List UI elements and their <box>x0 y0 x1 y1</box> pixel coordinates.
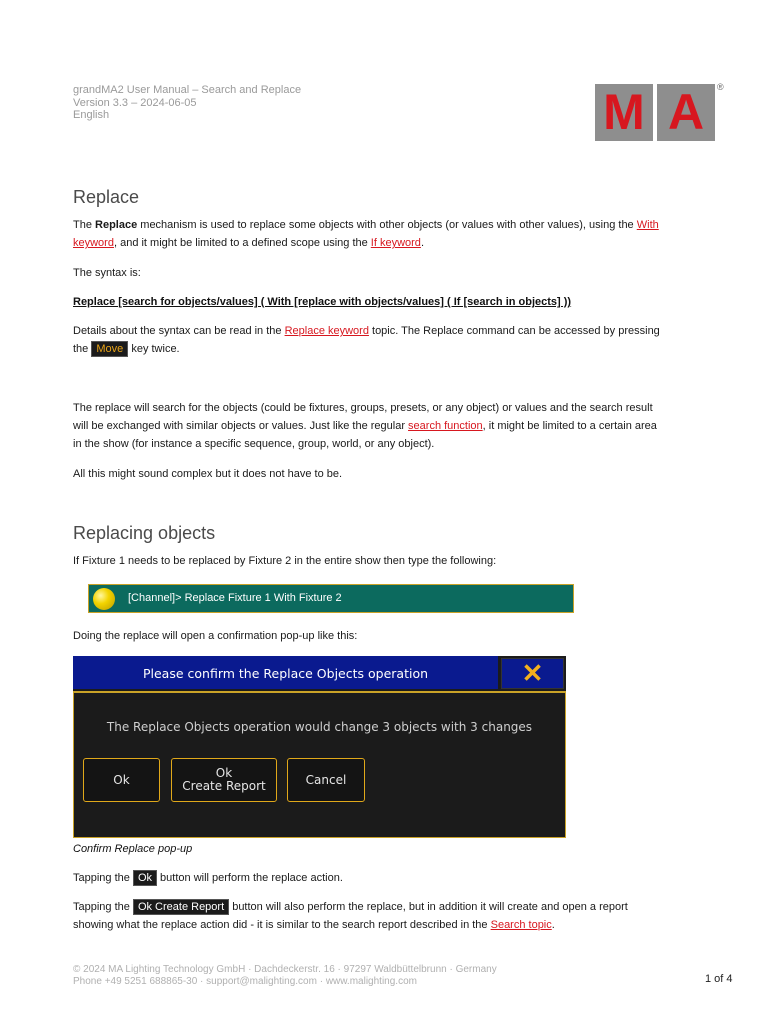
ok-report-label-2: Create Report <box>182 779 266 793</box>
text: The <box>73 219 96 231</box>
ok-key: Ok <box>133 870 157 886</box>
text: the <box>73 343 92 355</box>
popup-title: Please confirm the Replace Objects operation <box>142 666 429 681</box>
logo-letter-a: A <box>657 84 715 141</box>
figure-caption: Confirm Replace pop-up <box>73 843 193 855</box>
with-keyword-link-cont[interactable]: keyword <box>73 237 114 249</box>
popup-intro: Doing the replace will open a confirmation pop-up like this: <box>73 630 358 642</box>
ok-create-report-key: Ok Create Report <box>133 899 229 915</box>
complexity-note: All this might sound complex but it does not have to be. <box>73 468 343 480</box>
ok-report-label-1: Ok <box>215 766 233 780</box>
replace-description-paragraph <box>73 399 713 453</box>
text: key twice. <box>128 343 180 355</box>
move-key: Move <box>91 341 128 357</box>
text: button will perform the replace action. <box>157 872 343 884</box>
popup-body <box>73 691 566 838</box>
text: The replace will search for the objects (could be fixtures, groups, presets, or any object) or values and the search result <box>73 402 653 414</box>
document-footer <box>73 964 497 988</box>
text: will be exchanged with similar objects or values. Just like the regular <box>73 420 409 432</box>
cancel-button[interactable] <box>287 758 365 802</box>
footer-contact: Phone +49 5251 688865-30 · support@malighting.com · www.malighting.com <box>73 976 417 987</box>
text: mechanism is used to replace some objects with other objects (or values with other values), using the <box>137 219 637 231</box>
text: topic. The Replace command can be accessed by pressing <box>368 325 660 337</box>
text: , and it might be limited to a defined scope using the <box>113 237 371 249</box>
text: in the show (for instance a specific sequence, group, world, or any object). <box>73 438 435 450</box>
registered-mark: ® <box>717 82 724 92</box>
text: Tapping the <box>73 901 133 913</box>
footer-address: © 2024 MA Lighting Technology GmbH · Dachdeckerstr. 16 · 97297 Waldbüttelbrunn · Germany <box>73 964 497 975</box>
text: . <box>551 919 555 931</box>
header-language: English <box>73 109 110 121</box>
ok-explanation <box>73 869 343 887</box>
ok-button[interactable] <box>83 758 160 802</box>
text: Tapping the <box>73 872 133 884</box>
header-title: grandMA2 User Manual – Search and Replace <box>73 84 302 96</box>
command-line-example <box>88 584 574 613</box>
search-function-link[interactable]: search function <box>408 420 483 432</box>
syntax-details-paragraph <box>73 322 703 358</box>
cancel-label: Cancel <box>305 772 347 787</box>
with-keyword-link[interactable]: With <box>636 219 659 231</box>
ma-logo <box>595 84 716 141</box>
command-text: [Channel]> Replace Fixture 1 With Fixture 2 <box>128 592 342 604</box>
command-line-ball-icon <box>93 588 115 610</box>
ok-create-report-explanation <box>73 898 713 934</box>
logo-letter-m: M <box>595 84 653 141</box>
syntax-intro: The syntax is: <box>73 267 141 279</box>
popup-message: The Replace Objects operation would change 3 objects with 3 changes <box>106 720 533 734</box>
text: Details about the syntax can be read in the <box>73 325 285 337</box>
syntax-line: Replace [search for objects/values] ( With [replace with objects/values] ( If [search in objects] )) <box>73 296 572 308</box>
header-version: Version 3.3 – 2024-06-05 <box>73 96 197 109</box>
text: . <box>420 237 424 249</box>
section-heading-replacing-objects: Replacing objects <box>73 523 216 543</box>
document-header <box>73 84 301 122</box>
ok-label: Ok <box>113 772 130 787</box>
replacing-intro: If Fixture 1 needs to be replaced by Fixture 2 in the entire show then type the following: <box>73 555 497 567</box>
search-topic-link[interactable]: Search topic <box>490 919 552 931</box>
section-heading-replace: Replace <box>73 187 140 207</box>
page-number: 1 of 4 <box>705 973 733 985</box>
if-keyword-link[interactable]: If keyword <box>370 237 421 249</box>
text: , it might be limited to a certain area <box>482 420 657 432</box>
text: button will also perform the replace, but in addition it will create and open a report <box>229 901 628 913</box>
ok-create-report-button[interactable] <box>171 758 277 802</box>
confirm-replace-popup <box>73 656 566 838</box>
replace-keyword-link[interactable]: Replace keyword <box>284 325 369 337</box>
close-icon[interactable]: ✕ <box>501 658 564 689</box>
replace-intro-paragraph <box>73 216 703 252</box>
text: showing what the replace action did - it is similar to the search report described in the <box>73 919 491 931</box>
bold-term: Replace <box>95 219 138 231</box>
